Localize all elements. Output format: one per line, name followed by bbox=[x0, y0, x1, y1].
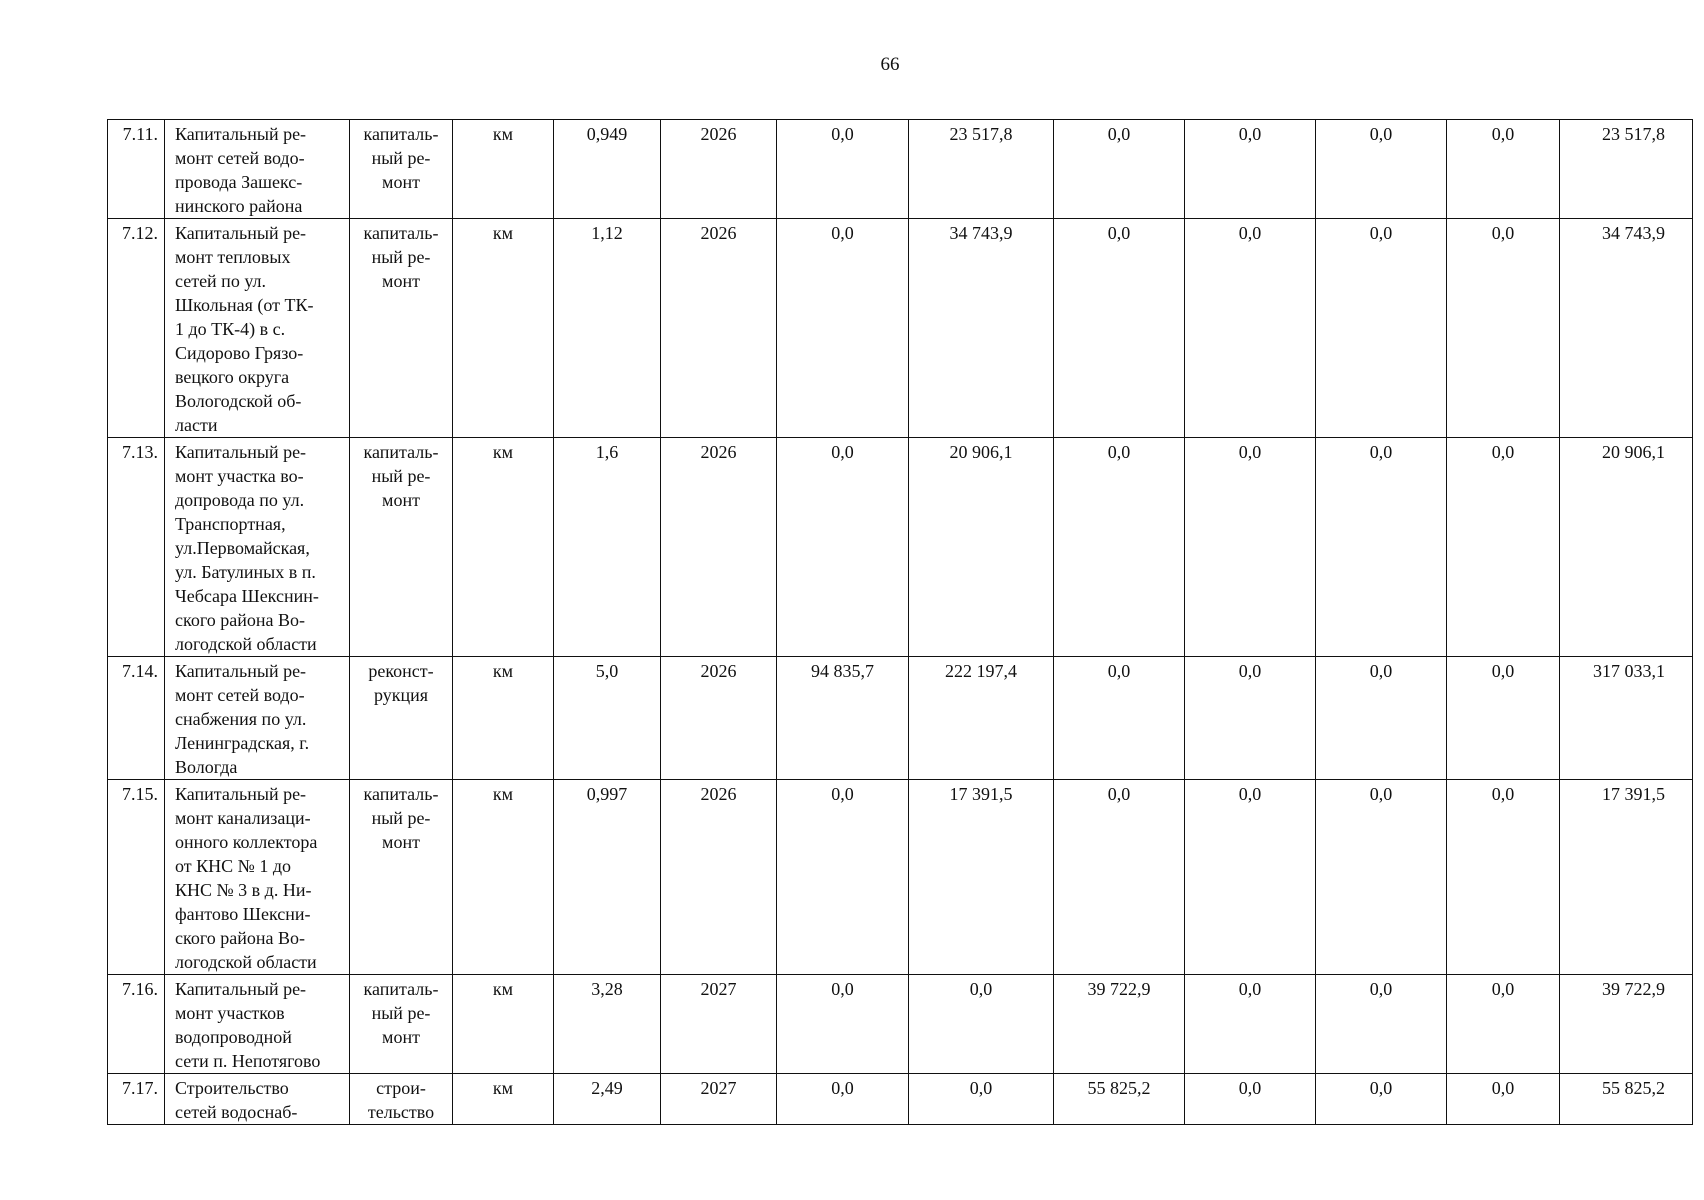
row-number: 7.16. bbox=[108, 975, 165, 1074]
investment-table bbox=[107, 119, 1693, 1125]
value-1: 0,0 bbox=[777, 120, 909, 219]
table-row bbox=[108, 975, 1693, 1074]
capacity: 0,949 bbox=[554, 120, 661, 219]
unit: км bbox=[453, 1074, 554, 1125]
value-4: 0,0 bbox=[1185, 120, 1316, 219]
table-row bbox=[108, 219, 1693, 438]
value-1: 0,0 bbox=[777, 219, 909, 438]
value-5: 0,0 bbox=[1316, 780, 1447, 975]
object-name: Капитальный ре- монт участка во- допровода по ул. Транспортная, ул.Первомайская, ул. Батулиных в п. Чебсара Шекснин- ского района Во- логодской области bbox=[165, 438, 350, 657]
value-4: 0,0 bbox=[1185, 1074, 1316, 1125]
value-2: 23 517,8 bbox=[909, 120, 1054, 219]
value-1: 0,0 bbox=[777, 438, 909, 657]
total: 23 517,8 bbox=[1560, 120, 1693, 219]
value-1: 94 835,7 bbox=[777, 657, 909, 780]
value-3: 39 722,9 bbox=[1054, 975, 1185, 1074]
total: 20 906,1 bbox=[1560, 438, 1693, 657]
value-6: 0,0 bbox=[1447, 219, 1560, 438]
object-name: Капитальный ре- монт сетей водо- провода Зашекс- нинского района bbox=[165, 120, 350, 219]
value-3: 55 825,2 bbox=[1054, 1074, 1185, 1125]
value-5: 0,0 bbox=[1316, 219, 1447, 438]
value-6: 0,0 bbox=[1447, 780, 1560, 975]
value-2: 222 197,4 bbox=[909, 657, 1054, 780]
value-4: 0,0 bbox=[1185, 975, 1316, 1074]
total: 34 743,9 bbox=[1560, 219, 1693, 438]
object-name: Капитальный ре- монт сетей водо- снабжения по ул. Ленинградская, г. Вологда bbox=[165, 657, 350, 780]
value-1: 0,0 bbox=[777, 780, 909, 975]
object-name: Капитальный ре- монт тепловых сетей по ул. Школьная (от ТК- 1 до ТК-4) в с. Сидорово Грязо- вецкого округа Вологодской об- ласти bbox=[165, 219, 350, 438]
row-number: 7.17. bbox=[108, 1074, 165, 1125]
object-name: Капитальный ре- монт канализаци- онного коллектора от КНС № 1 до КНС № 3 в д. Ни- фантово Шексни- ского района Во- логодской области bbox=[165, 780, 350, 975]
table-row bbox=[108, 780, 1693, 975]
capacity: 1,6 bbox=[554, 438, 661, 657]
value-5: 0,0 bbox=[1316, 975, 1447, 1074]
value-5: 0,0 bbox=[1316, 120, 1447, 219]
unit: км bbox=[453, 975, 554, 1074]
unit: км bbox=[453, 780, 554, 975]
value-5: 0,0 bbox=[1316, 1074, 1447, 1125]
year: 2027 bbox=[661, 975, 777, 1074]
unit: км bbox=[453, 438, 554, 657]
value-5: 0,0 bbox=[1316, 438, 1447, 657]
unit: км bbox=[453, 657, 554, 780]
year: 2026 bbox=[661, 657, 777, 780]
value-6: 0,0 bbox=[1447, 1074, 1560, 1125]
work-type: капиталь- ный ре- монт bbox=[350, 780, 453, 975]
row-number: 7.13. bbox=[108, 438, 165, 657]
value-4: 0,0 bbox=[1185, 657, 1316, 780]
row-number: 7.12. bbox=[108, 219, 165, 438]
value-3: 0,0 bbox=[1054, 657, 1185, 780]
value-6: 0,0 bbox=[1447, 120, 1560, 219]
value-6: 0,0 bbox=[1447, 438, 1560, 657]
year: 2026 bbox=[661, 120, 777, 219]
value-3: 0,0 bbox=[1054, 438, 1185, 657]
value-2: 17 391,5 bbox=[909, 780, 1054, 975]
value-1: 0,0 bbox=[777, 975, 909, 1074]
value-6: 0,0 bbox=[1447, 657, 1560, 780]
work-type: капиталь- ный ре- монт bbox=[350, 219, 453, 438]
value-1: 0,0 bbox=[777, 1074, 909, 1125]
work-type: капиталь- ный ре- монт bbox=[350, 975, 453, 1074]
year: 2026 bbox=[661, 438, 777, 657]
unit: км bbox=[453, 120, 554, 219]
value-4: 0,0 bbox=[1185, 438, 1316, 657]
value-2: 0,0 bbox=[909, 1074, 1054, 1125]
row-number: 7.14. bbox=[108, 657, 165, 780]
row-number: 7.15. bbox=[108, 780, 165, 975]
table-row bbox=[108, 1074, 1693, 1125]
unit: км bbox=[453, 219, 554, 438]
row-number: 7.11. bbox=[108, 120, 165, 219]
capacity: 5,0 bbox=[554, 657, 661, 780]
total: 39 722,9 bbox=[1560, 975, 1693, 1074]
work-type: капиталь- ный ре- монт bbox=[350, 120, 453, 219]
year: 2026 bbox=[661, 780, 777, 975]
work-type: реконст- рукция bbox=[350, 657, 453, 780]
value-3: 0,0 bbox=[1054, 120, 1185, 219]
total: 317 033,1 bbox=[1560, 657, 1693, 780]
table-row bbox=[108, 120, 1693, 219]
work-type: капиталь- ный ре- монт bbox=[350, 438, 453, 657]
object-name: Строительство сетей водоснаб- bbox=[165, 1074, 350, 1125]
year: 2026 bbox=[661, 219, 777, 438]
value-2: 0,0 bbox=[909, 975, 1054, 1074]
value-4: 0,0 bbox=[1185, 219, 1316, 438]
capacity: 2,49 bbox=[554, 1074, 661, 1125]
object-name: Капитальный ре- монт участков водопроводной сети п. Непотягово bbox=[165, 975, 350, 1074]
year: 2027 bbox=[661, 1074, 777, 1125]
total: 17 391,5 bbox=[1560, 780, 1693, 975]
value-5: 0,0 bbox=[1316, 657, 1447, 780]
value-2: 20 906,1 bbox=[909, 438, 1054, 657]
table-row bbox=[108, 438, 1693, 657]
capacity: 1,12 bbox=[554, 219, 661, 438]
table-row bbox=[108, 657, 1693, 780]
value-2: 34 743,9 bbox=[909, 219, 1054, 438]
value-3: 0,0 bbox=[1054, 219, 1185, 438]
value-6: 0,0 bbox=[1447, 975, 1560, 1074]
work-type: строи- тельство bbox=[350, 1074, 453, 1125]
page-number: 66 bbox=[880, 54, 900, 75]
capacity: 3,28 bbox=[554, 975, 661, 1074]
value-4: 0,0 bbox=[1185, 780, 1316, 975]
value-3: 0,0 bbox=[1054, 780, 1185, 975]
capacity: 0,997 bbox=[554, 780, 661, 975]
total: 55 825,2 bbox=[1560, 1074, 1693, 1125]
